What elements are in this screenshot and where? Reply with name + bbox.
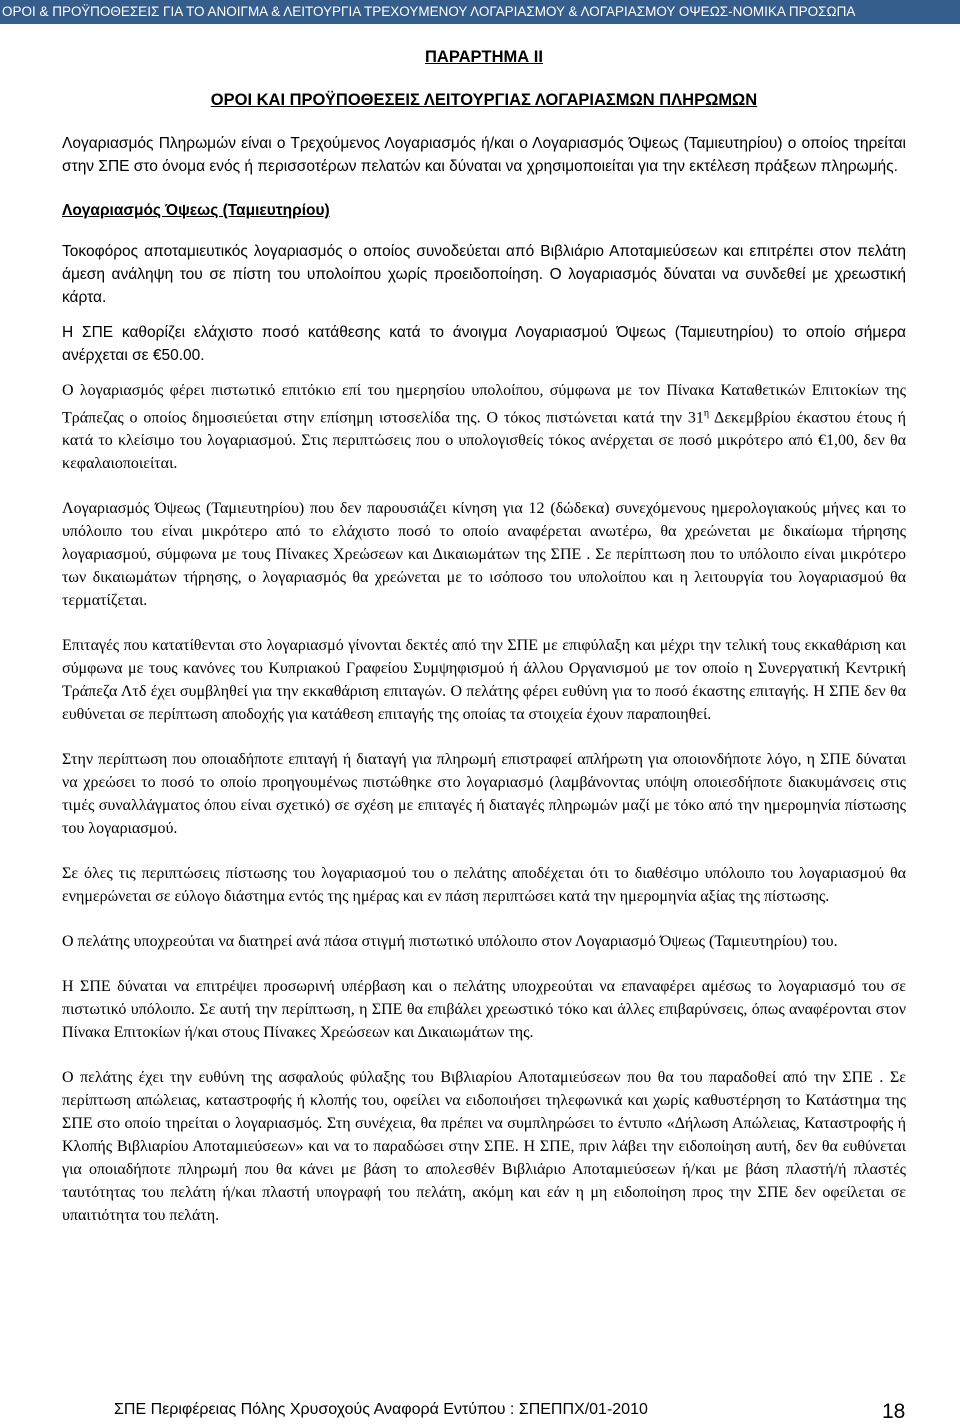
paragraph-passbook-safekeeping: Ο πελάτης έχει την ευθύνη της ασφαλούς φύλαξης του Βιβλιαρίου Αποταμιεύσεων που θα του παραδοθεί από την ΣΠΕ . Σε περίπτωση απώλειας, καταστροφής ή κλοπής του, οφείλει να ειδοποιήσει τηλεφωνικά και χωρίς καθυστέρηση το Κατάστημα της ΣΠΕ στο οποίο τηρείται ο λογαριασμός. Στη συνέχεια, θα πρέπει να συμπληρώσει το έντυπο «Δήλωση Απώλειας, Καταστροφής ή Κλοπής Βιβλιαρίου Αποταμιεύσεων» και να το παραδώσει στην ΣΠΕ. Η ΣΠΕ, πριν λάβει την ειδοποίηση αυτή, δεν θα ευθύνεται για οποιαδήποτε πληρωμή που θα κάνει με βάση το απολεσθέν Βιβλιάριο Αποταμιεύσεων ή/και με βάση πλαστή/ή πλαστές ταυτότητας του πελάτη ή/και πλαστή υπογραφή του πελάτη, ακόμη και εάν η μη ειδοποίηση προς την ΣΠΕ δεν οφείλεται σε υπαιτιότητα του πελάτη.	[62, 1069, 906, 1225]
ordinal-superscript: η	[703, 408, 710, 419]
paragraph-interest-rate	[62, 379, 906, 475]
intro-paragraph: Λογαριασμός Πληρωμών είναι ο Τρεχούμενος Λογαριασμός ή/και ο Λογαριασμός Όψεως (Ταμιευτηρίου) ο οποίος τηρείται στην ΣΠΕ στο όνομα ενός ή περισσοτέρων πελατών και δύναται να χρησιμοποιείται για την εκτέλεση πράξεων πληρωμής.	[62, 135, 906, 175]
paragraph-balance-update: Σε όλες τις περιπτώσεις πίστωσης του λογαριασμού του ο πελάτης αποδέχεται ότι το διαθέσιμο υπόλοιπο του λογαριασμού θα ενημερώνεται σε εύλογο διάστημα εντός της ημέρας και εν πάση περιπτώσει κατά την ημερομηνία αξίας της πίστωσης.	[62, 865, 906, 906]
appendix-title: ΠΑΡΑΡΤΗΜΑ ΙΙ	[425, 48, 543, 66]
paragraph-returned-cheques: Στην περίπτωση που οποιαδήποτε επιταγή ή διαταγή για πληρωμή επιστραφεί απλήρωτη για οποιονδήποτε λόγο, η ΣΠΕ δύναται να χρεώσει το ποσό το οποίο προηγουμένως πιστώθηκε στο λογαριασμό (λαμβάνοντας υπόψη οποιεσδήποτε διακυμάνσεις στις τιμές συναλλάγματος όπου είναι σχετικό) σε σχέση με επιταγές ή διαταγές πληρωμών μαζί με τόκο από την ημερομηνία πίστωσης του λογαριασμού.	[62, 751, 906, 838]
interest-text-start: Ο λογαριασμός φέρει πιστωτικό επιτόκιο επί του ημερησίου υπολοίπου, σύμφωνα με τον Πίνακα Καταθετικών Επιτοκίων της Τράπεζας ο οποίος δημοσιεύεται στην επίσημη ιστοσελίδα της. Ο τόκος πιστώνεται κατά την 31	[62, 382, 906, 427]
paragraph-cheque-deposits: Επιταγές που κατατίθενται στο λογαριασμό γίνονται δεκτές από την ΣΠΕ με επιφύλαξη και μέχρι την τελική τους εκκαθάριση και σύμφωνα με τους κανόνες του Κυπριακού Γραφείου Συμψηφισμού ή άλλου Οργανισμού με τον οποίο η Συνεργατική Κεντρική Τράπεζα Λτδ έχει συμβληθεί για την εκκαθάριση επιταγών. Ο πελάτης φέρει ευθύνη για το ποσό έκαστης επιταγής. Η ΣΠΕ δεν θα ευθύνεται σε περίπτωση αποδοχής για κατάθεση επιταγής της οποίας τα στοιχεία έχουν παραποιηθεί.	[62, 637, 906, 724]
paragraph-overdraft: Η ΣΠΕ δύναται να επιτρέψει προσωρινή υπέρβαση και ο πελάτης υποχρεούται να επαναφέρει αμέσως το λογαριασμό του σε πιστωτικό υπόλοιπο. Σε αυτή την περίπτωση, η ΣΠΕ θα επιβάλει χρεωστικό τόκο και άλλες επιβαρύνσεις, όπως αναφέρονται στον Πίνακα Επιτοκίων ή/και στους Πίνακες Χρεώσεων και Δικαιωμάτων της.	[62, 978, 906, 1042]
paragraph-interest-bearing: Τοκοφόρος αποταμιευτικός λογαριασμός ο οποίος συνοδεύεται από Βιβλιάριο Αποταμιεύσεων και επιτρέπει στον πελάτη άμεση ανάληψη του σε πίστη του υπολοίπου χωρίς προειδοποίηση. Ο λογαριασμός δύναται να συνδεθεί με χρεωστική κάρτα.	[62, 243, 906, 306]
interest-text-end: Δεκεμβρίου έκαστου έτους ή κατά το κλείσιμο του λογαριασμού. Στις περιπτώσεις που ο υπολογισθείς τόκος ανέρχεται σε ποσό μικρότερο από €1,00, δεν θα κεφαλαιοποιείται.	[62, 409, 907, 473]
paragraph-dormant-account: Λογαριασμός Όψεως (Ταμιευτηρίου) που δεν παρουσιάζει κίνηση για 12 (δώδεκα) συνεχόμενους ημερολογιακούς μήνες και το υπόλοιπο του είναι μικρότερο από το ελάχιστο ποσό το οποίο αναφέρεται ανωτέρω, θα χρεώνεται με δικαίωμα τήρησης λογαριασμού, σύμφωνα με τους Πίνακες Χρεώσεων και Δικαιωμάτων της ΣΠΕ . Σε περίπτωση που το υπόλοιπο είναι μικρότερο των δικαιωμάτων τήρησης, ο λογαριασμός θα χρεώνεται με το ισόποσο του υπολοίπου και η λειτουργία του λογαριασμού θα τερματίζεται.	[62, 500, 906, 610]
footer-form-reference: ΣΠΕ Περιφέρειας Πόλης Χρυσοχούς Αναφορά Εντύπου : ΣΠΕΠΠΧ/01-2010	[114, 1401, 648, 1418]
section-title: ΟΡΟΙ ΚΑΙ ΠΡΟΫΠΟΘΕΣΕΙΣ ΛΕΙΤΟΥΡΓΙΑΣ ΛΟΓΑΡΙΑΣΜΩΝ ΠΛΗΡΩΜΩΝ	[210, 91, 758, 109]
page-number: 18	[882, 1400, 906, 1423]
paragraph-credit-balance: Ο πελάτης υποχρεούται να διατηρεί ανά πάσα στιγμή πιστωτικό υπόλοιπο στον Λογαριασμό Όψεως (Ταμιευτηρίου) του.	[62, 933, 838, 951]
document-page	[62, 42, 906, 1227]
paragraph-minimum-deposit: Η ΣΠΕ καθορίζει ελάχιστο ποσό κατάθεσης κατά το άνοιγμα Λογαριασμού Όψεως (Ταμιευτηρίου) το οποίο σήμερα ανέρχεται σε €50.00.	[62, 324, 906, 364]
running-header: ΟΡΟΙ & ΠΡΟΫΠΟΘΕΣΕΙΣ ΓΙΑ ΤΟ ΑΝΟΙΓΜΑ & ΛΕΙΤΟΥΡΓΙΑ ΤΡΕΧΟΥΜΕΝΟΥ ΛΟΓΑΡΙΑΣΜΟΥ & ΛΟΓΑΡΙΑΣΜΟΥ ΟΨΕΩΣ-ΝΟΜΙΚΑ ΠΡΟΣΩΠΑ	[0, 0, 960, 24]
savings-account-subheading: Λογαριασμός Όψεως (Ταμιευτηρίου)	[62, 202, 330, 219]
